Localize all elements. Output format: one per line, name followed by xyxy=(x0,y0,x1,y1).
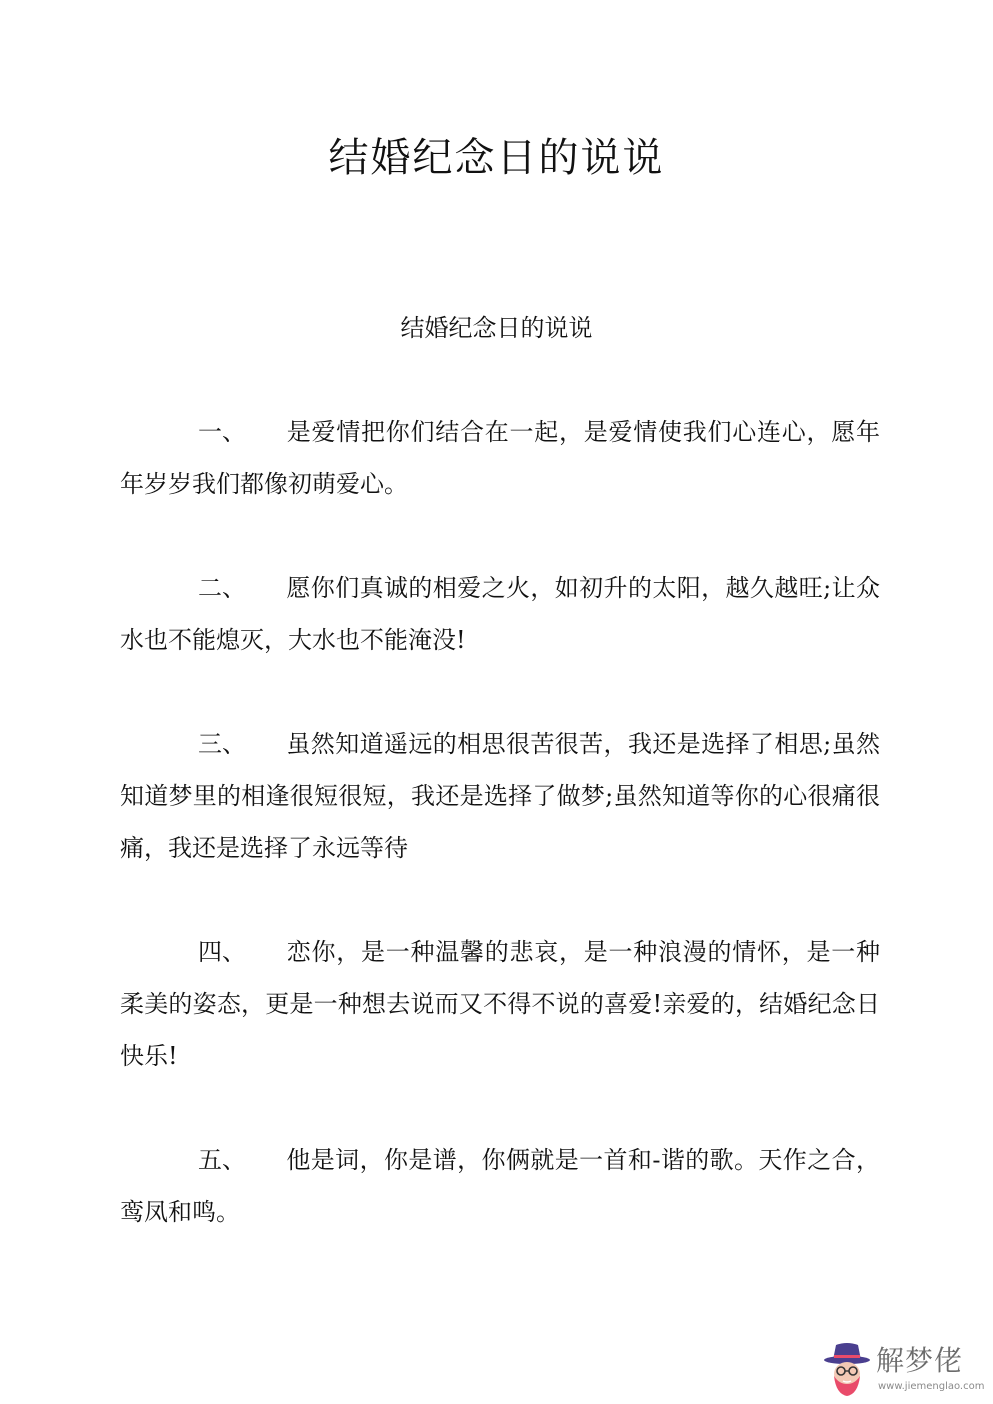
paragraph-text: 愿你们真诚的相爱之火，如初升的太阳，越久越旺;让众水也不能熄灭，大水也不能淹没! xyxy=(120,574,880,654)
paragraph-5 xyxy=(120,1134,880,1238)
site-watermark xyxy=(822,1340,985,1402)
paragraph-4 xyxy=(120,926,880,1082)
watermark-url: www.jiemenglao.com xyxy=(878,1381,985,1392)
paragraph-number: 二、 xyxy=(198,574,246,602)
paragraph-1 xyxy=(120,406,880,510)
paragraph-2 xyxy=(120,562,880,666)
paragraph-number: 五、 xyxy=(198,1146,246,1174)
paragraph-text: 是爱情把你们结合在一起，是爱情使我们心连心，愿年年岁岁我们都像初萌爱心。 xyxy=(120,418,880,498)
watermark-brand: 解梦佬 xyxy=(876,1344,964,1377)
paragraph-text: 虽然知道遥远的相思很苦很苦，我还是选择了相思;虽然知道梦里的相逢很短很短，我还是选择了做梦;虽然知道等你的心很痛很痛，我还是选择了永远等待 xyxy=(120,730,880,862)
paragraph-number: 四、 xyxy=(198,938,246,966)
section-subtitle: 结婚纪念日的说说 xyxy=(400,314,593,342)
paragraph-3 xyxy=(120,718,880,874)
bearded-face-with-hat-icon xyxy=(822,1340,872,1398)
page-title: 结婚纪念日的说说 xyxy=(328,135,665,181)
paragraph-number: 一、 xyxy=(198,418,246,446)
paragraph-text: 他是词，你是谱，你俩就是一首和-谐的歌。天作之合，鸾凤和鸣。 xyxy=(120,1146,880,1226)
paragraph-text: 恋你，是一种温馨的悲哀，是一种浪漫的情怀，是一种柔美的姿态，更是一种想去说而又不得不说的喜爱!亲爱的，结婚纪念日快乐! xyxy=(120,938,880,1070)
paragraph-number: 三、 xyxy=(198,730,246,758)
